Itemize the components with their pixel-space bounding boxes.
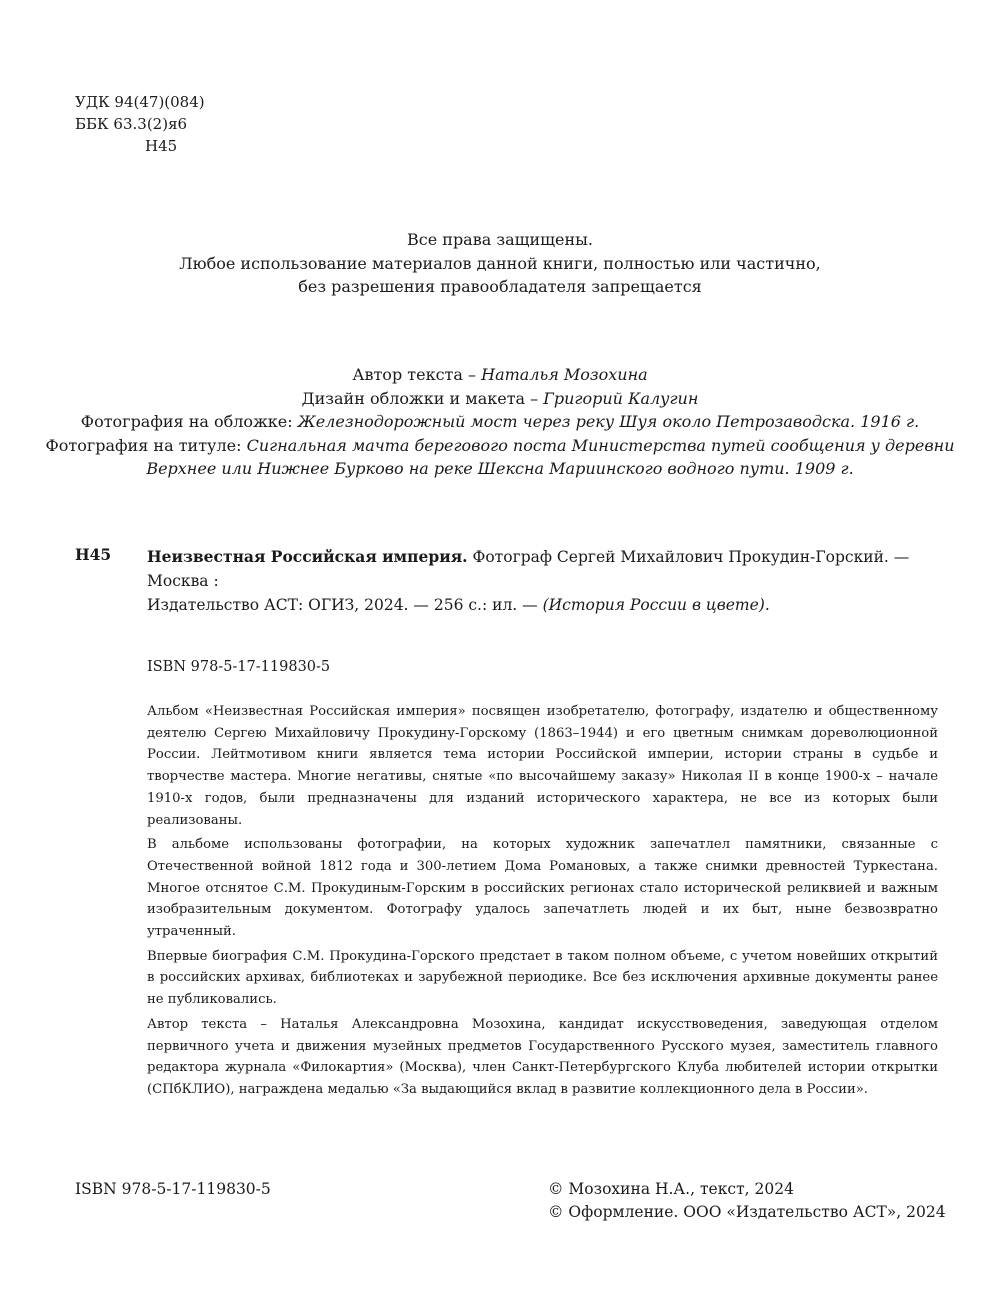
credit-title-photo: Фотография на титуле: Сигнальная мачта берегового поста Министерства путей сообщения у деревни [45,435,955,455]
copyright [548,1178,946,1223]
book-title: Неизвестная Российская империя. [147,547,468,566]
catalog-entry [147,545,937,617]
isbn: ISBN 978-5-17-119830-5 [147,659,331,675]
rights-notice [0,228,1000,299]
rights-line-1: Все права защищены. [407,230,593,249]
copyright-text: © Мозохина Н.А., текст, 2024 [548,1180,794,1198]
rights-line-3: без разрешения правообладателя запрещается [298,277,702,296]
catalog-author-sign: Н45 [75,545,112,564]
credits [0,363,1000,481]
credit-title-photo-cont: Верхнее или Нижнее Бурково на реке Шексна Мариинского водного пути. 1909 г. [146,459,854,478]
rights-line-2: Любое использование материалов данной книги, полностью или частично, [179,253,821,273]
credit-text-author: Автор текста – Наталья Мозохина [352,365,648,384]
classification-codes [75,91,205,157]
catalog-line-1: Неизвестная Российская империя. Фотограф Сергей Михайлович Прокудин-Горский. — Москва : [147,547,910,590]
annotation-paragraph: Автор текста – Наталья Александровна Мозохина, кандидат искусствоведения, заведующая отделом первичного учета и движения музейных предметов Государственного Русского музея, заместитель главного редактора журнала «Филокартия» (Москва), член Санкт-Петербургского Клуба любителей истории открытки (СПбКЛИО), награждена медалью «За выдающийся вклад в развитие коллекционного дела в России». [147,1016,938,1097]
copyright-design: © Оформление. ООО «Издательство АСТ», 2024 [548,1202,946,1221]
bbk-code: ББК 63.3(2)я6 [75,115,188,133]
isbn-bottom: ISBN 978-5-17-119830-5 [75,1180,271,1198]
author-sign: Н45 [145,137,178,155]
catalog-line-2: Издательство АСТ: ОГИЗ, 2024. — 256 с.: ил. — (История России в цвете). [147,596,770,614]
credit-design: Дизайн обложки и макета – Григорий Калугин [301,388,699,408]
annotation-paragraph: Впервые биография С.М. Прокудина-Горского предстает в таком полном объеме, с учетом новейших открытий в российских архивах, библиотеках и зарубежной периодике. Все без исключения архивные документы ранее не публиковались. [147,948,938,1008]
annotation [147,701,938,1104]
udk-code: УДК 94(47)(084) [75,93,205,111]
series-title: (История России в цвете). [542,596,770,614]
credit-cover-photo: Фотография на обложке: Железнодорожный мост через реку Шуя около Петрозаводска. 1916 г. [80,412,920,431]
annotation-paragraph: В альбоме использованы фотографии, на которых художник запечатлел памятники, связанные с Отечественной войной 1812 года и 300-летием Дома Романовых, а также снимки древностей Туркестана. Многое отснятое С.М. Прокудиным-Горским в российских регионах стало исторической реликвией и важным изобразительным документом. Фотографу удалось запечатлеть людей и их быт, ныне безвозвратно утраченный. [147,837,938,940]
annotation-paragraph: Альбом «Неизвестная Российская империя» посвящен изобретателю, фотографу, издателю и общественному деятелю Сергею Михайловичу Прокудину-Горскому (1863–1944) и его цветным снимкам дореволюционной России. Лейтмотивом книги является тема истории Российской империи, истории страны в судьбе и творчестве мастера. Многие негативы, снятые «по высочайшему заказу» Николая II в конце 1900-х – начале 1910-х годов, были предназначены для изданий исторического характера, не все из которых были реализованы. [147,704,938,828]
